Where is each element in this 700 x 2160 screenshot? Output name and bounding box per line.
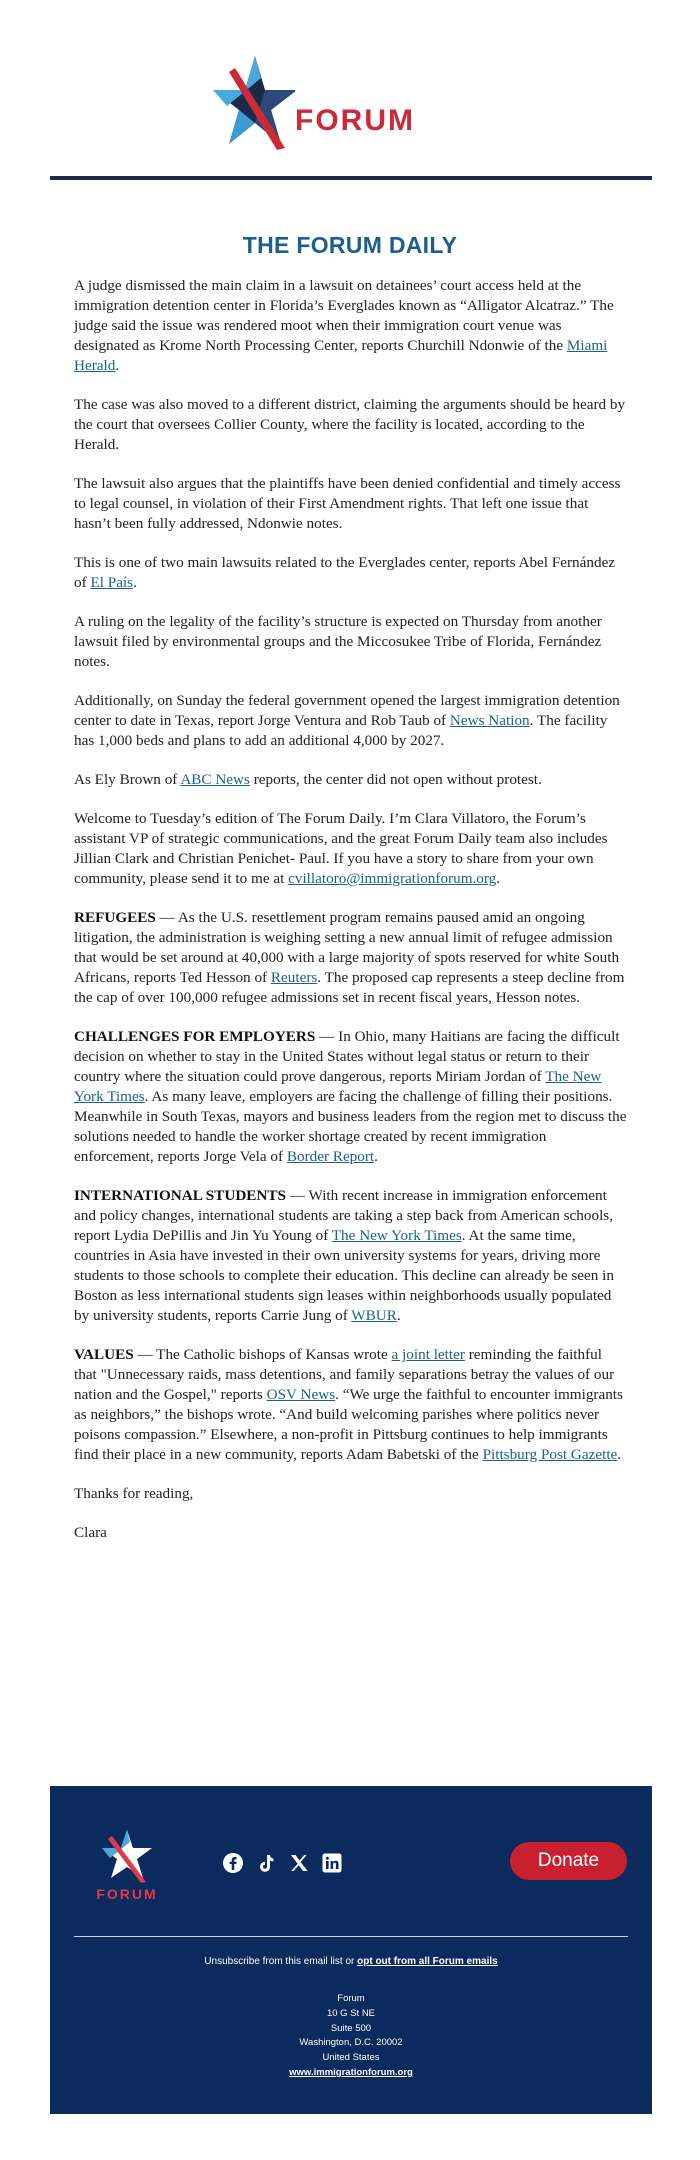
link-joint-letter[interactable]: a joint letter xyxy=(391,1346,465,1363)
facebook-icon[interactable] xyxy=(222,1852,244,1874)
social-links xyxy=(222,1852,343,1874)
section-refugees: REFUGEES — As the U.S. resettlement program remains paused amid an ongoing litigation, the administration is weighing setting a new annual limit of refugee admission that would be set around at 40,000 with a large majority of spots reserved for white South Africans, reports Ted Hesson of Reuters. The proposed cap represents a steep decline from the cap of over 100,000 refugee admissions set in recent fiscal years, Hesson notes. xyxy=(74,909,625,1006)
link-pittsburg-post-gazette[interactable]: Pittsburg Post Gazette xyxy=(482,1446,618,1463)
section-heading: INTERNATIONAL STUDENTS xyxy=(74,1187,286,1204)
star-logo-icon xyxy=(82,1826,172,1886)
footer-logo[interactable] xyxy=(82,1826,172,1916)
address-line: Suite 500 xyxy=(330,2022,372,2034)
website-link[interactable]: www.immigrationforum.org xyxy=(289,2066,413,2078)
link-wbur[interactable]: WBUR xyxy=(351,1307,397,1324)
paragraph: This is one of two main lawsuits related to the Everglades center, reports Abel Fernández of El País. xyxy=(74,554,616,591)
address-org: Forum xyxy=(337,1993,365,2004)
unsubscribe-line: Unsubscribe from this email list or opt out from all Forum emails xyxy=(204,1956,498,1967)
signature: Clara xyxy=(74,1524,107,1541)
link-el-pais[interactable]: El País xyxy=(90,574,134,591)
link-miami-herald[interactable]: Miami Herald xyxy=(74,337,608,374)
link-reuters[interactable]: Reuters xyxy=(270,969,318,986)
section-heading: VALUES xyxy=(74,1346,134,1363)
newsletter-title: THE FORUM DAILY xyxy=(242,232,458,258)
x-icon[interactable] xyxy=(288,1852,310,1874)
mailing-address xyxy=(50,1992,652,2081)
paragraph: As Ely Brown of ABC News reports, the center did not open without protest. xyxy=(74,771,542,788)
paragraph: A ruling on the legality of the facility’s structure is expected on Thursday from another lawsuit filed by environmental groups and the Miccosukee Tribe of Florida, Fernández notes. xyxy=(74,613,602,670)
section-students: INTERNATIONAL STUDENTS — With recent increase in immigration enforcement and policy changes, international students are taking a step back from American schools, report Lydia DePillis and Jin Yu Young of The New York Times. At the same time, countries in Asia have invested in their own university systems for years, driving more students to those schools to complete their education. This decline can already be seen in Boston as less international students sign leases within neighborhoods usually populated by university students, reports Carrie Jung of WBUR. xyxy=(74,1187,614,1324)
footer-divider xyxy=(74,1936,628,1937)
address-line: Washington, D.C. 20002 xyxy=(299,2037,403,2049)
linkedin-icon[interactable] xyxy=(321,1852,343,1874)
link-news-nation[interactable]: News Nation xyxy=(449,712,530,729)
footer xyxy=(50,1786,652,2114)
header-divider xyxy=(50,176,652,180)
address-line: 10 G St NE xyxy=(326,2007,376,2019)
link-border-report[interactable]: Border Report xyxy=(286,1148,375,1165)
paragraph: A judge dismissed the main claim in a lawsuit on detainees’ court access held at the immigration detention center in Florida’s Everglades known as “Alligator Alcatraz.” The judge said the issue was rendered moot when their immigration court venue was designated as Krome North Processing Center, reports Churchill Ndonwie of the Miami Herald. xyxy=(74,277,614,374)
link-email-contact[interactable]: cvillatoro@immigrationforum.org xyxy=(288,870,497,887)
forum-logo[interactable] xyxy=(205,48,425,158)
paragraph: Additionally, on Sunday the federal government opened the largest immigration detention center to date in Texas, report Jorge Ventura and Rob Taub of News Nation. The facility has 1,000 beds and plans to add an additional 4,000 by 2027. xyxy=(74,692,620,749)
section-heading: CHALLENGES FOR EMPLOYERS xyxy=(74,1028,316,1045)
section-heading: REFUGEES xyxy=(74,909,156,926)
link-osv-news[interactable]: OSV News xyxy=(266,1386,336,1403)
link-abc-news[interactable]: ABC News xyxy=(180,771,250,788)
paragraph: The lawsuit also argues that the plaintiffs have been denied confidential and timely access to legal counsel, in violation of their First Amendment rights. That left one issue that hasn’t been fully addressed, Ndonwie notes. xyxy=(74,475,621,532)
donate-button[interactable]: Donate xyxy=(510,1842,627,1880)
link-nyt-employers[interactable]: The New York Times xyxy=(74,1068,602,1105)
newsletter-body xyxy=(74,276,628,1562)
opt-out-link[interactable]: opt out from all Forum emails xyxy=(357,1956,498,1967)
address-line: United States xyxy=(322,2052,380,2064)
star-logo-icon xyxy=(205,48,295,158)
tiktok-icon[interactable] xyxy=(255,1852,277,1874)
section-values: VALUES — The Catholic bishops of Kansas wrote a joint letter reminding the faithful that "Unnecessary raids, mass detentions, and family separations betray the values of our nation and the Gospel," reports OSV News. “We urge the faithful to encounter immigrants as neighbors,” the bishops wrote. “And build welcoming parishes where politics never poisons compassion.” Elsewhere, a non-profit in Pittsburg continues to help immigrants find their place in a new community, reports Adam Babetski of the Pittsburg Post Gazette. xyxy=(74,1346,623,1463)
section-employers: CHALLENGES FOR EMPLOYERS — In Ohio, many Haitians are facing the difficult decision on whether to stay in the United States without legal status or return to their country where the situation could prove dangerous, reports Miriam Jordan of The New York Times. As many leave, employers are facing the challenge of filling their positions. Meanwhile in South Texas, mayors and business leaders from the region met to discuss the solutions needed to handle the worker shortage created by recent immigration enforcement, reports Jorge Vela of Border Report. xyxy=(74,1028,627,1165)
footer-brand-wordmark: FORUM xyxy=(96,1886,158,1902)
closing-text: Thanks for reading, xyxy=(74,1485,194,1502)
paragraph: Welcome to Tuesday’s edition of The Forum Daily. I’m Clara Villatoro, the Forum’s assistant VP of strategic communications, and the great Forum Daily team also includes Jillian Clark and Christian Penichet- Paul. If you have a story to share from your own community, please send it to me at cvillatoro@immigrationforum.org. xyxy=(74,810,608,887)
brand-wordmark: FORUM xyxy=(295,104,415,137)
paragraph: The case was also moved to a different district, claiming the arguments should be heard by the court that oversees Collier County, where the facility is located, according to the Herald. xyxy=(74,396,626,453)
link-nyt-students[interactable]: The New York Times xyxy=(331,1227,462,1244)
